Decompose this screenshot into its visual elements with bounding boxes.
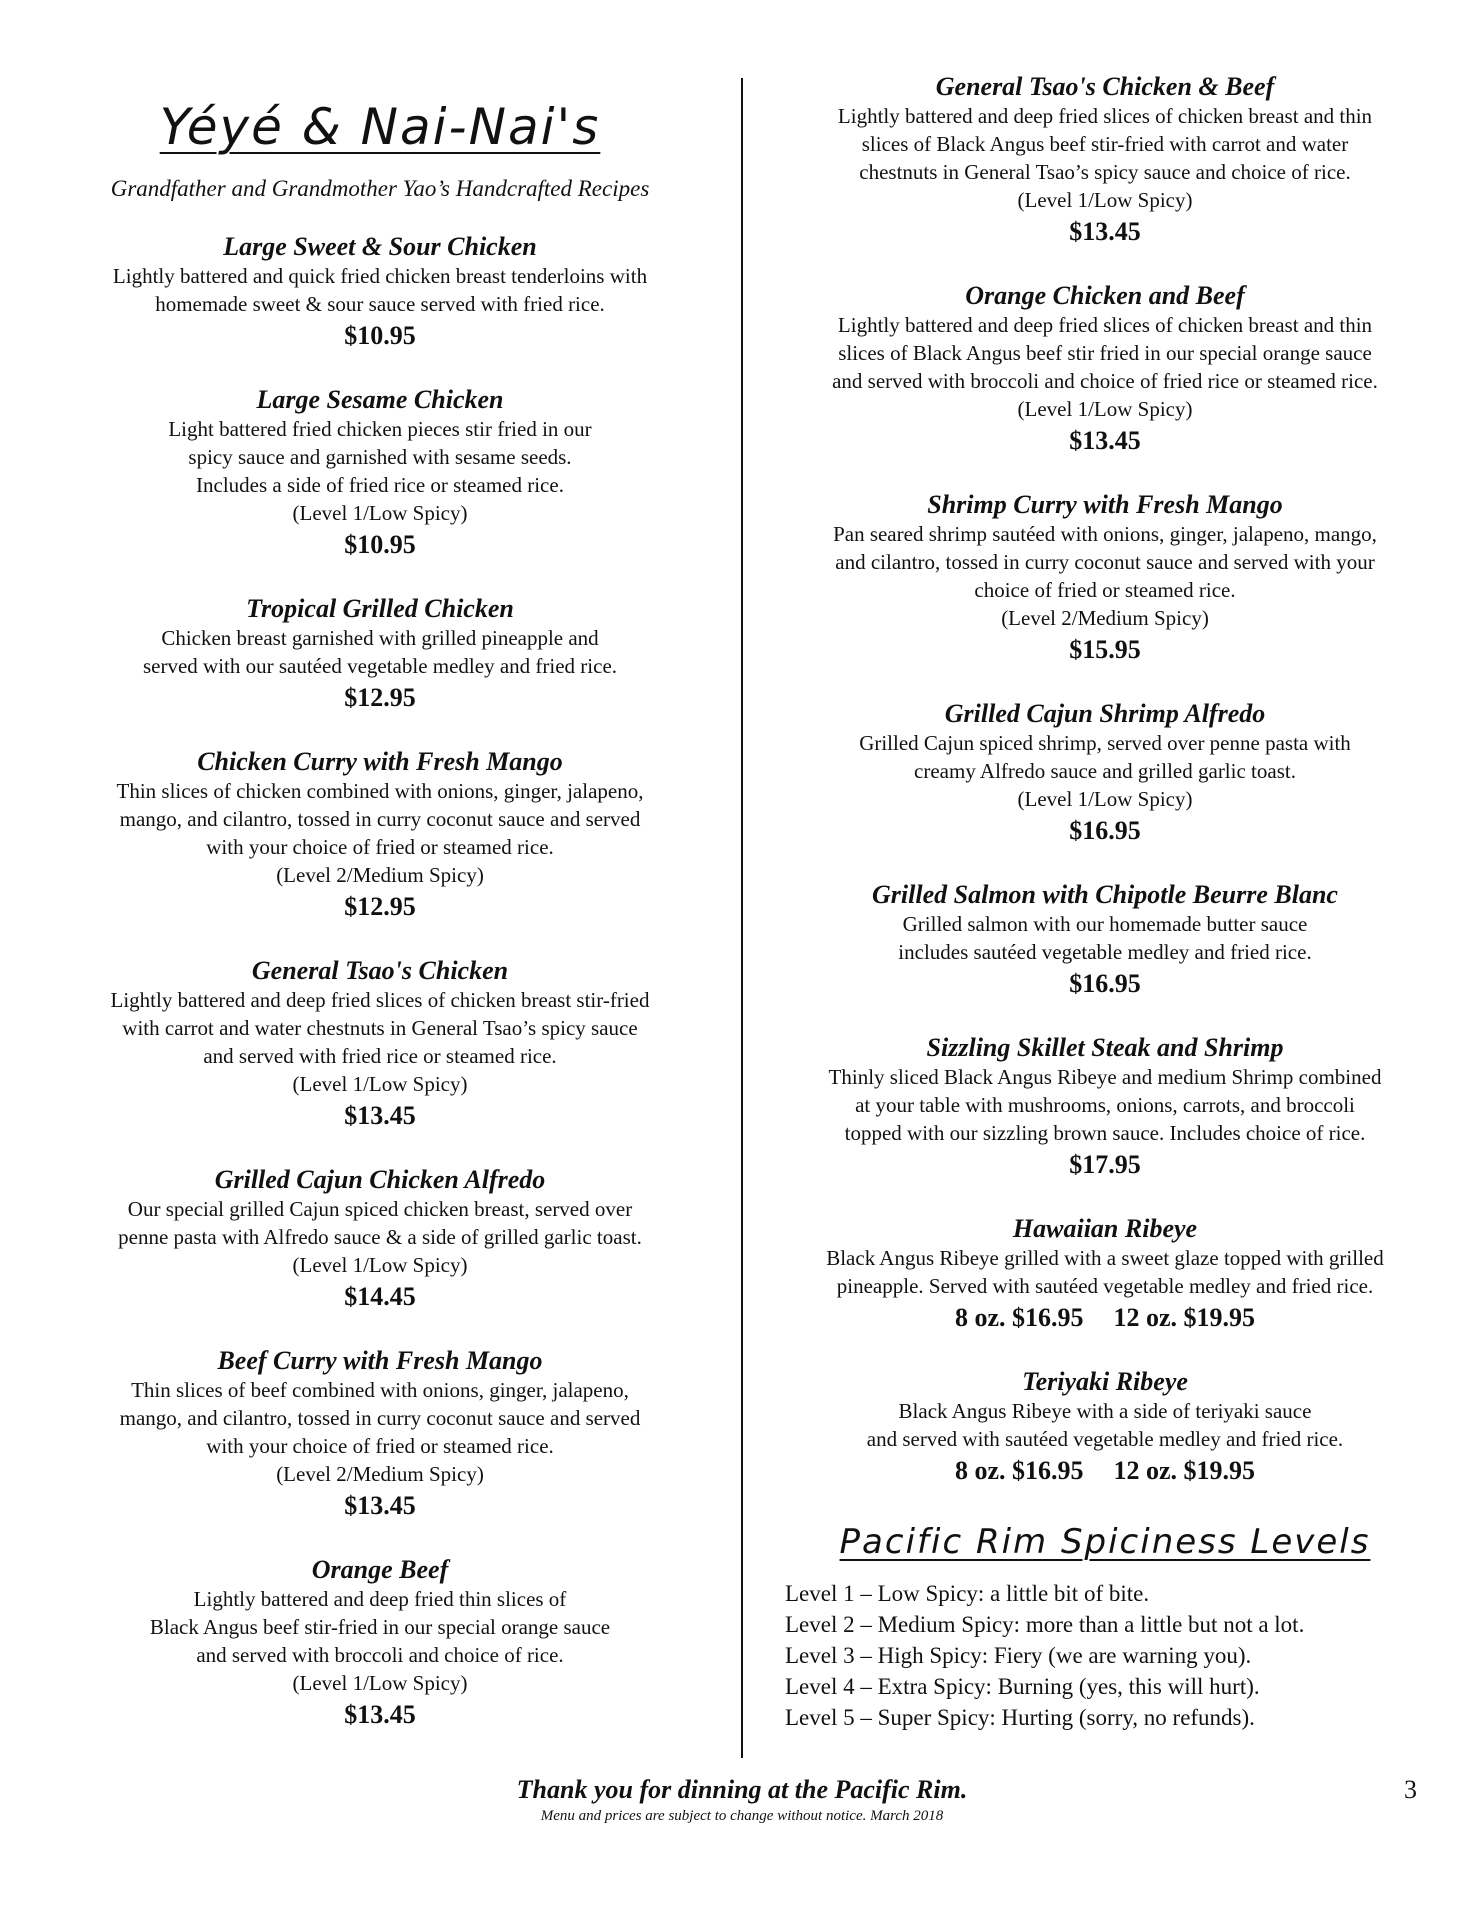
price-value: $13.45 (344, 1101, 416, 1130)
menu-item-name: Shrimp Curry with Fresh Mango (927, 490, 1283, 519)
left-column (55, 70, 705, 1764)
spiciness-level: Level 5 – Super Spicy: Hurting (sorry, no refunds). (785, 1705, 1255, 1730)
menu-item-description: pineapple. Served with sautéed vegetable medley and fried rice. (836, 1274, 1374, 1298)
price-value: $17.95 (1069, 1150, 1141, 1179)
price-value: $13.45 (344, 1491, 416, 1520)
spiciness-level: Level 1 – Low Spicy: a little bit of bite. (785, 1581, 1150, 1606)
menu-item-description: homemade sweet & sour sauce served with fried rice. (155, 292, 605, 316)
menu-item-description: Lightly battered and quick fried chicken breast tenderloins with (112, 264, 648, 288)
menu-item-price (55, 529, 705, 561)
menu-item-name: Hawaiian Ribeye (1012, 1214, 1198, 1243)
spiciness-level: Level 3 – High Spicy: Fiery (we are warning you). (785, 1643, 1252, 1668)
menu-item-spice-level: (Level 1/Low Spicy) (292, 501, 468, 525)
menu-item-description: and cilantro, tossed in curry coconut sauce and served with your (835, 550, 1375, 574)
price-value: $10.95 (344, 321, 416, 350)
menu-item-description: chestnuts in General Tsao’s spicy sauce and choice of rice. (859, 160, 1351, 184)
menu-item-description: includes sautéed vegetable medley and fried rice. (898, 940, 1312, 964)
menu-item-description: Grilled Cajun spiced shrimp, served over penne pasta with (859, 731, 1351, 755)
price-value: 8 oz. $16.95 (954, 1456, 1084, 1485)
menu-item-name: Tropical Grilled Chicken (246, 594, 514, 623)
menu-item-spice-level: (Level 2/Medium Spicy) (1001, 606, 1209, 630)
menu-item-description: slices of Black Angus beef stir fried in our special orange sauce (838, 341, 1372, 365)
menu-item-price (55, 320, 705, 352)
menu-item-description: mango, and cilantro, tossed in curry coconut sauce and served (119, 1406, 641, 1430)
menu-item (55, 747, 705, 923)
menu-item-name: Teriyaki Ribeye (1022, 1367, 1188, 1396)
price-value: $13.45 (1069, 217, 1141, 246)
menu-item-description: Includes a side of fried rice or steamed rice. (196, 473, 564, 497)
menu-item-description: with carrot and water chestnuts in General Tsao’s spicy sauce (122, 1016, 638, 1040)
menu-item-price (775, 425, 1435, 457)
price-value: 8 oz. $16.95 (954, 1303, 1084, 1332)
price-value: $15.95 (1069, 635, 1141, 664)
menu-item (55, 1165, 705, 1313)
menu-item-description: penne pasta with Alfredo sauce & a side of grilled garlic toast. (118, 1225, 642, 1249)
menu-item (775, 699, 1435, 847)
price-value: $16.95 (1069, 816, 1141, 845)
spiciness-level: Level 2 – Medium Spicy: more than a little but not a lot. (785, 1612, 1305, 1637)
menu-item-name: General Tsao's Chicken (251, 956, 509, 985)
menu-item-price (55, 1281, 705, 1313)
menu-item-description: Chicken breast garnished with grilled pineapple and (161, 626, 599, 650)
menu-item (775, 1214, 1435, 1334)
menu-item-name: Chicken Curry with Fresh Mango (197, 747, 563, 776)
menu-item-description: mango, and cilantro, tossed in curry coconut sauce and served (119, 807, 641, 831)
menu-item-description: Light battered fried chicken pieces stir fried in our (168, 417, 592, 441)
menu-item-price (775, 1455, 1435, 1487)
price-value-large: 12 oz. $19.95 (1113, 1456, 1256, 1485)
footer (0, 1774, 1484, 1826)
menu-item-description: Black Angus beef stir-fried in our special orange sauce (149, 1615, 611, 1639)
menu-item-description: Thin slices of beef combined with onions, ginger, jalapeno, (131, 1378, 629, 1402)
page-number: 3 (1404, 1775, 1417, 1804)
menu-item-description: slices of Black Angus beef stir-fried with carrot and water (861, 132, 1349, 156)
spiciness-list (785, 1578, 1435, 1733)
footer-note: Menu and prices are subject to change without notice. March 2018 (540, 1808, 944, 1824)
menu-item-spice-level: (Level 2/Medium Spicy) (276, 863, 484, 887)
right-menu-list (775, 72, 1435, 1487)
footer-thanks: Thank you for dinning at the Pacific Rim. (516, 1775, 968, 1804)
menu-item-price (55, 1100, 705, 1132)
price-value: $12.95 (344, 683, 416, 712)
menu-item (55, 1346, 705, 1522)
menu-item-description: and served with sautéed vegetable medley and fried rice. (866, 1427, 1344, 1451)
tagline: Grandfather and Grandmother Yao’s Handcrafted Recipes (110, 176, 650, 201)
menu-item (55, 385, 705, 561)
menu-item-description: creamy Alfredo sauce and grilled garlic toast. (914, 759, 1296, 783)
menu-item-description: spicy sauce and garnished with sesame seeds. (188, 445, 572, 469)
brand-logo: Yéyé & Nai-Nai's (159, 98, 601, 156)
left-menu-list (55, 232, 705, 1731)
menu-item-description: choice of fried or steamed rice. (974, 578, 1236, 602)
menu-item-name: General Tsao's Chicken & Beef (935, 72, 1275, 101)
menu-item-price (55, 1699, 705, 1731)
menu-item-price (775, 634, 1435, 666)
menu-item (775, 72, 1435, 248)
menu-item-price (55, 682, 705, 714)
menu-item-name: Orange Chicken and Beef (965, 281, 1245, 310)
price-value: $14.45 (344, 1282, 416, 1311)
menu-item (775, 490, 1435, 666)
menu-item-name: Grilled Cajun Chicken Alfredo (214, 1165, 546, 1194)
menu-item-price (55, 891, 705, 923)
menu-item-description: Lightly battered and deep fried slices of chicken breast and thin (837, 313, 1373, 337)
menu-item-description: Our special grilled Cajun spiced chicken breast, served over (127, 1197, 633, 1221)
menu-item-description: and served with broccoli and choice of fried rice or steamed rice. (832, 369, 1378, 393)
menu-item-spice-level: (Level 1/Low Spicy) (1017, 397, 1193, 421)
menu-item (55, 232, 705, 352)
price-value: $16.95 (1069, 969, 1141, 998)
menu-item-description: Thin slices of chicken combined with onions, ginger, jalapeno, (116, 779, 644, 803)
menu-item-name: Orange Beef (311, 1555, 449, 1584)
menu-item-description: and served with fried rice or steamed rice. (203, 1044, 557, 1068)
spiciness-title: Pacific Rim Spiciness Levels (839, 1522, 1371, 1562)
menu-item-price (775, 968, 1435, 1000)
menu-item (55, 594, 705, 714)
menu-item-description: Lightly battered and deep fried thin slices of (193, 1587, 567, 1611)
menu-item-spice-level: (Level 1/Low Spicy) (292, 1671, 468, 1695)
menu-item-description: Lightly battered and deep fried slices of chicken breast stir-fried (110, 988, 650, 1012)
menu-item (55, 956, 705, 1132)
menu-item-spice-level: (Level 2/Medium Spicy) (276, 1462, 484, 1486)
menu-item-description: and served with broccoli and choice of rice. (196, 1643, 564, 1667)
price-value: $13.45 (344, 1700, 416, 1729)
menu-item (775, 880, 1435, 1000)
menu-item-spice-level: (Level 1/Low Spicy) (292, 1253, 468, 1277)
menu-item-price (775, 815, 1435, 847)
menu-item-name: Beef Curry with Fresh Mango (217, 1346, 543, 1375)
menu-item-description: Pan seared shrimp sautéed with onions, ginger, jalapeno, mango, (833, 522, 1377, 546)
menu-item-name: Grilled Cajun Shrimp Alfredo (944, 699, 1266, 728)
menu-item-description: Black Angus Ribeye with a side of teriyaki sauce (898, 1399, 1312, 1423)
right-column (775, 72, 1435, 1733)
price-value-large: 12 oz. $19.95 (1113, 1303, 1256, 1332)
menu-item-price (775, 1302, 1435, 1334)
menu-item-description: Thinly sliced Black Angus Ribeye and medium Shrimp combined (828, 1065, 1382, 1089)
menu-item-description: served with our sautéed vegetable medley and fried rice. (142, 654, 618, 678)
menu-item (55, 1555, 705, 1731)
menu-item-name: Large Sesame Chicken (256, 385, 504, 414)
menu-item-price (775, 1149, 1435, 1181)
menu-item-price (55, 1490, 705, 1522)
menu-item (775, 1367, 1435, 1487)
menu-item-description: Lightly battered and deep fried slices of chicken breast and thin (837, 104, 1373, 128)
price-value: $12.95 (344, 892, 416, 921)
menu-item-name: Sizzling Skillet Steak and Shrimp (926, 1033, 1284, 1062)
menu-item-description: with your choice of fried or steamed rice. (206, 835, 554, 859)
menu-item (775, 1033, 1435, 1181)
column-divider (741, 78, 743, 1758)
menu-item-description: Black Angus Ribeye grilled with a sweet glaze topped with grilled (826, 1246, 1384, 1270)
menu-item-name: Grilled Salmon with Chipotle Beurre Blanc (872, 880, 1338, 909)
menu-item-price (775, 216, 1435, 248)
spiciness-level: Level 4 – Extra Spicy: Burning (yes, this will hurt). (785, 1674, 1260, 1699)
menu-item (775, 281, 1435, 457)
menu-item-spice-level: (Level 1/Low Spicy) (1017, 188, 1193, 212)
price-value: $13.45 (1069, 426, 1141, 455)
menu-item-spice-level: (Level 1/Low Spicy) (1017, 787, 1193, 811)
menu-item-description: with your choice of fried or steamed rice. (206, 1434, 554, 1458)
menu-item-description: Grilled salmon with our homemade butter sauce (902, 912, 1308, 936)
menu-item-spice-level: (Level 1/Low Spicy) (292, 1072, 468, 1096)
menu-item-name: Large Sweet & Sour Chicken (223, 232, 537, 261)
menu-item-description: at your table with mushrooms, onions, carrots, and broccoli (855, 1093, 1355, 1117)
menu-item-description: topped with our sizzling brown sauce. Includes choice of rice. (844, 1121, 1366, 1145)
price-value: $10.95 (344, 530, 416, 559)
